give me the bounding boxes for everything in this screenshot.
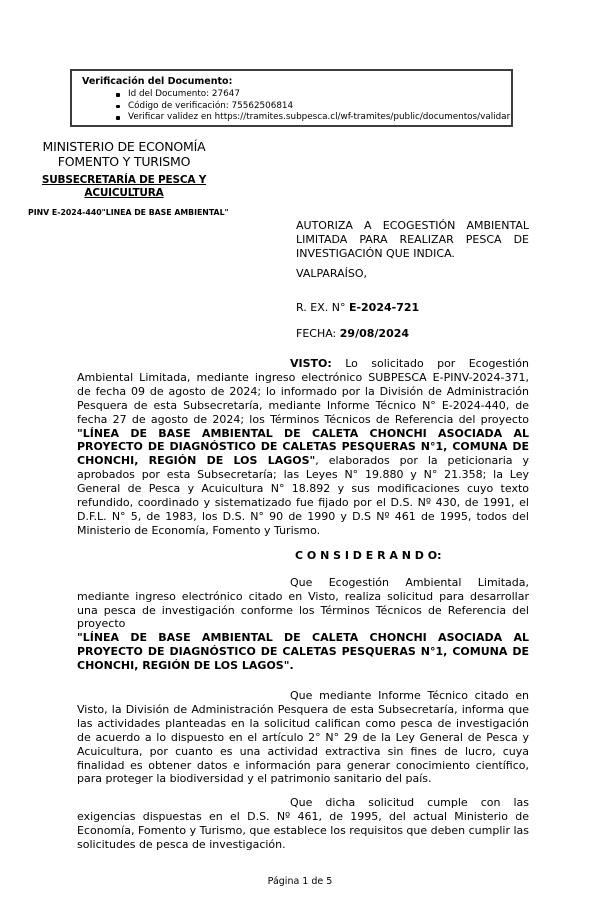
verification-title: Verificación del Documento: [82, 76, 233, 87]
resolution-body [77, 357, 529, 852]
verification-list [82, 89, 511, 124]
ministry-name-line1: MINISTERIO DE ECONOMÍA [42, 139, 206, 154]
considerando-paragraph-1 [77, 576, 529, 673]
verification-item-code: Código de verificación: 75562506814 [128, 101, 505, 113]
resolution-number-label: R. EX. N° [296, 301, 349, 314]
considerando-paragraph-2: Que mediante Informe Técnico citado en Visto, la División de Administración Pesquera de esta Subsecretaría, informa que las actividades planteadas en la solicitud califican como pesca de investigación de acuerdo a lo dispuesto en el artículo 2° N° 29 de la Ley General de Pesca y Acuicultura, por cuanto es una actividad extractiva sin fines de lucro, cuya finalidad es obtener datos e información para generar conocimiento científico, para proteger la biodiversidad y el patrimonio sanitario del país. [77, 689, 529, 786]
resolution-number-value: E-2024-721 [348, 301, 420, 314]
considerando-heading: C O N S I D E R A N D O: [295, 548, 442, 562]
letterhead [28, 139, 229, 217]
visto-project-title: "LÍNEA DE BASE AMBIENTAL DE CALETA CHONCHI ASOCIADA AL PROYECTO DE DIAGNÓSTICO DE CALETAS PESQUERAS N°1, COMUNA DE CHONCHI, REGIÓN DE LOS LAGOS" [77, 426, 529, 468]
pinv-reference: PINV E-2024-440"LINEA DE BASE AMBIENTAL" [28, 208, 229, 217]
page-number: Página 1 de 5 [267, 876, 333, 887]
resolution-header [296, 219, 529, 341]
resolution-number-line [296, 301, 529, 315]
verification-box [70, 69, 513, 127]
resolution-date-value: 29/08/2024 [339, 327, 410, 340]
resolution-subject: AUTORIZA A ECOGESTIÓN AMBIENTAL LIMITADA PARA REALIZAR PESCA DE INVESTIGACIÓN QUE INDICA. [296, 219, 529, 260]
subsecretaria-line1: SUBSECRETARÍA DE PESCA Y [41, 174, 207, 186]
resolution-city: VALPARAÍSO, [296, 267, 368, 280]
resolution-date-line [296, 327, 529, 341]
visto-text-after-title: , elaborados por la peticionaria y aprobados por esta Subsecretaría; las Leyes N° 19.880 y N° 21.358; la Ley General de Pesca y Acuicultura N° 18.892 y sus modificaciones cuyo texto refundido, coordinado y sistematizado fue fijado por el D.S. Nº 430, de 1991, el D.F.L. N° 5, de 1983, los D.S. N° 90 de 1990 y D.S Nº 461 de 1995, todos del Ministerio de Economía, Fomento y Turismo. [77, 454, 529, 537]
verification-item-url: Verificar validez en https://tramites.subpesca.cl/wf-tramites/public/documentos/validar [128, 112, 511, 122]
considerando-paragraph-3: Que dicha solicitud cumple con las exigencias dispuestas en el D.S. Nº 461, de 1995, del actual Ministerio de Economía, Fomento y Turismo, que establece los requisitos que deben cumplir las solicitudes de pesca de investigación. [77, 796, 529, 852]
ministry-name-line2: FOMENTO Y TURISMO [57, 154, 191, 169]
subsecretaria-line2: ACUICULTURA [84, 187, 164, 199]
considerando-project-title: "LÍNEA DE BASE AMBIENTAL DE CALETA CHONCHI ASOCIADA AL PROYECTO DE DIAGNÓSTICO DE CALETAS PESQUERAS N°1, COMUNA DE CHONCHI, REGIÓN DE LOS LAGOS". [77, 631, 529, 673]
visto-text-before-title: Lo solicitado por Ecogestión Ambiental Limitada, mediante ingreso electrónico SUBPESCA E-PINV-2024-371, de fecha 09 de agosto de 2024; lo informado por la División de Administración Pesquera de esta Subsecretaría, mediante Informe Técnico N° E-2024-440, de fecha 27 de agosto de 2024; los Términos Técnicos de Referencia del proyecto [77, 357, 529, 426]
visto-label: VISTO: [290, 357, 332, 370]
resolution-date-label: FECHA: [296, 327, 340, 340]
considerando-paragraph-1-text: Que Ecogestión Ambiental Limitada, mediante ingreso electrónico citado en Visto, realiza solicitud para desarrollar una pesca de investigación conforme los Términos Técnicos de Referencia del proyecto [77, 575, 529, 631]
visto-paragraph [77, 357, 529, 538]
verification-item-document-id: Id del Documento: 27647 [128, 89, 505, 101]
